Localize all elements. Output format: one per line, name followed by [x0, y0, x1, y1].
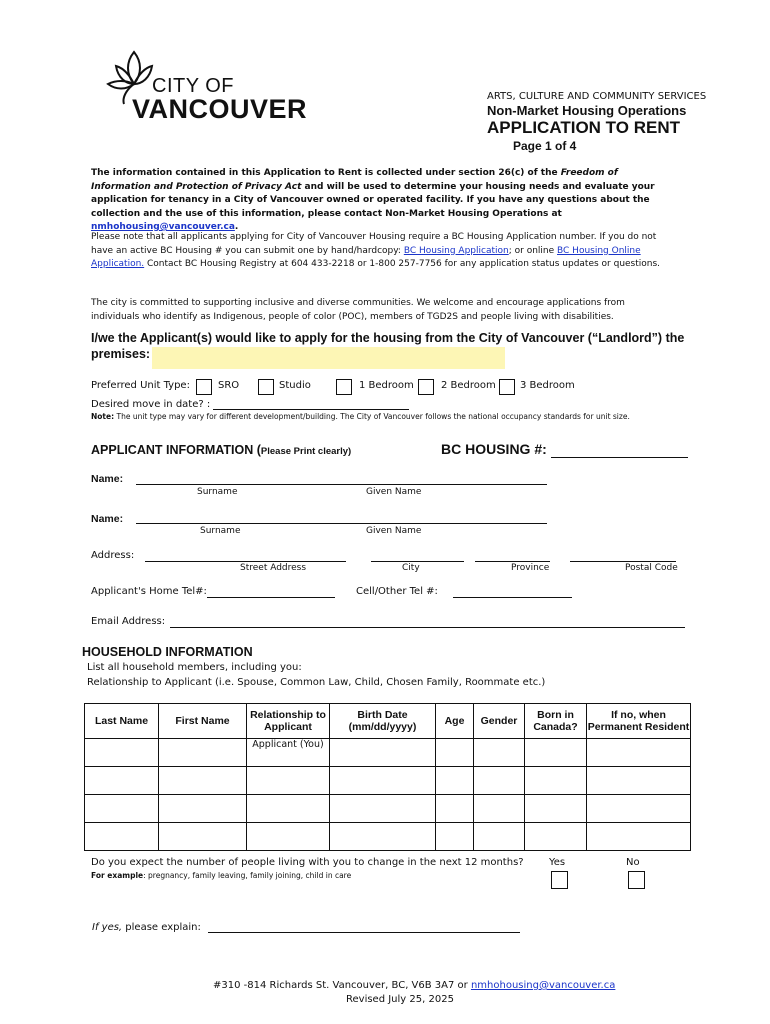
col-last-name: Last Name [85, 704, 159, 739]
page-number: Page 1 of 4 [513, 139, 577, 153]
unit-1br-label: 1 Bedroom [359, 380, 414, 391]
division: Non-Market Housing Operations [487, 103, 687, 118]
street-field[interactable] [145, 561, 346, 562]
privacy-paragraph: The information contained in this Application to Rent is collected under section 26(c) of the Freedom of Information and Protection of Privacy Act and will be used to determine your housing needs and evaluate your application for tenancy in a City of Vancouver owned or operated facility. If you have any questions about the collection and the use of this information, please contact Non-Market Housing Operations at nmhohousing@vancouver.ca. [91, 168, 655, 232]
cell[interactable] [85, 767, 159, 795]
name1-given: Given Name [366, 487, 422, 497]
no-checkbox[interactable] [628, 871, 645, 889]
bc-housing-label: BC HOUSING #: [441, 441, 547, 457]
postal-caption: Postal Code [625, 563, 678, 573]
name1-label: Name: [91, 473, 124, 485]
col-age: Age [436, 704, 474, 739]
name1-surname: Surname [197, 487, 238, 497]
cell[interactable] [247, 823, 330, 851]
cell[interactable] [587, 767, 691, 795]
footer-revised: Revised July 25, 2025 [346, 994, 454, 1005]
applicant-heading: APPLICANT INFORMATION (Please Print clearly) [91, 443, 352, 457]
yes-checkbox[interactable] [551, 871, 568, 889]
cell[interactable] [436, 739, 474, 767]
cell[interactable] [330, 739, 436, 767]
three-bedroom-checkbox[interactable] [499, 379, 515, 395]
street-caption: Street Address [240, 563, 307, 573]
cell-tel-field[interactable] [453, 597, 572, 598]
unit-studio-label: Studio [279, 380, 311, 391]
form-title: APPLICATION TO RENT [487, 118, 680, 137]
name2-field[interactable] [136, 523, 547, 524]
move-in-label: Desired move in date? : [91, 399, 211, 410]
cell[interactable] [587, 795, 691, 823]
col-born-in-canada: Born in Canada? [525, 704, 587, 739]
cell[interactable] [330, 767, 436, 795]
change-example: For example: pregnancy, family leaving, family joining, child in care [91, 871, 352, 880]
cell[interactable] [525, 823, 587, 851]
cell[interactable] [474, 767, 525, 795]
name1-field[interactable] [136, 484, 547, 485]
name2-surname: Surname [200, 526, 241, 536]
col-first-name: First Name [159, 704, 247, 739]
bc-housing-number-field[interactable] [551, 457, 688, 458]
col-birth-date: Birth Date (mm/dd/yyyy) [330, 704, 436, 739]
premises-field[interactable] [152, 347, 505, 369]
cell[interactable] [436, 795, 474, 823]
move-in-field[interactable] [213, 409, 409, 410]
table-row [85, 823, 691, 851]
yes-label: Yes [549, 857, 566, 868]
cell[interactable] [474, 739, 525, 767]
explain-label: If yes, please explain: [92, 922, 201, 933]
cell[interactable] [159, 767, 247, 795]
apply-statement: I/we the Applicant(s) would like to apply for the housing from the City of Vancouver (“Landlord”) the [91, 331, 685, 345]
household-table [84, 703, 691, 851]
postal-field[interactable] [570, 561, 676, 562]
cell[interactable] [247, 767, 330, 795]
col-permanent-resident: If no, when Permanent Resident [587, 704, 691, 739]
no-label: No [626, 857, 640, 868]
cell[interactable] [587, 739, 691, 767]
col-gender: Gender [474, 704, 525, 739]
table-row [85, 767, 691, 795]
premises-label: premises: [91, 347, 151, 361]
cell[interactable] [525, 739, 587, 767]
table-row [85, 795, 691, 823]
cell[interactable] [247, 795, 330, 823]
cell[interactable] [330, 823, 436, 851]
email-field[interactable] [170, 627, 685, 628]
col-relationship: Relationship to Applicant [247, 704, 330, 739]
cell[interactable] [525, 795, 587, 823]
city-field[interactable] [371, 561, 464, 562]
cell[interactable] [474, 795, 525, 823]
name2-label: Name: [91, 513, 124, 525]
home-tel-field[interactable] [207, 597, 335, 598]
household-line2: Relationship to Applicant (i.e. Spouse, Common Law, Child, Chosen Family, Roommate etc.) [87, 677, 546, 688]
footer-address: #310 -814 Richards St. Vancouver, BC, V6B 3A7 or nmhohousing@vancouver.ca [213, 980, 616, 991]
two-bedroom-checkbox[interactable] [418, 379, 434, 395]
bc-housing-application-link[interactable]: BC Housing Application [403, 245, 509, 256]
unit-2br-label: 2 Bedroom [441, 380, 496, 391]
change-question: Do you expect the number of people living with you to change in the next 12 months? [91, 857, 524, 868]
cell[interactable] [159, 795, 247, 823]
table-row [85, 739, 691, 767]
city-caption: City [402, 563, 420, 573]
email-link[interactable]: nmhohousing@vancouver.ca [91, 222, 235, 232]
household-line1: List all household members, including you: [87, 662, 302, 673]
cell[interactable] [159, 739, 247, 767]
studio-checkbox[interactable] [258, 379, 274, 395]
bc-housing-online-link[interactable]: BC Housing Online Application. [91, 245, 641, 269]
sro-checkbox[interactable] [196, 379, 212, 395]
home-tel-label: Applicant's Home Tel#: [91, 586, 207, 597]
email-label: Email Address: [91, 616, 166, 627]
unit-sro-label: SRO [218, 380, 240, 391]
logo-line1: CITY OF [152, 75, 235, 97]
cell[interactable] [159, 823, 247, 851]
unit-type-label: Preferred Unit Type: [91, 380, 190, 391]
household-heading: HOUSEHOLD INFORMATION [82, 645, 253, 659]
province-caption: Province [511, 563, 550, 573]
unit-note: Note: The unit type may vary for different development/building. The City of Vancouver follows the national occupancy standards for unit size. [91, 412, 630, 421]
province-field[interactable] [475, 561, 550, 562]
footer-email-link[interactable]: nmhohousing@vancouver.ca [470, 980, 616, 991]
inclusion-paragraph: The city is committed to supporting inclusive and diverse communities. We welcome and encourage applications from individuals who identify as Indigenous, people of color (POC), members of TGD2S and people living with disabilities. [91, 298, 625, 322]
cell[interactable] [436, 823, 474, 851]
cell[interactable] [85, 739, 159, 767]
cell[interactable] [436, 767, 474, 795]
department: ARTS, CULTURE AND COMMUNITY SERVICES [487, 91, 707, 102]
name2-given: Given Name [366, 526, 422, 536]
cell[interactable] [85, 795, 159, 823]
cell[interactable] [330, 795, 436, 823]
cell[interactable] [587, 823, 691, 851]
cell-tel-label: Cell/Other Tel #: [356, 586, 438, 597]
cell[interactable] [85, 823, 159, 851]
relationship-applicant-cell: Applicant (You) [247, 739, 330, 767]
unit-3br-label: 3 Bedroom [520, 380, 575, 391]
address-label: Address: [91, 550, 135, 561]
cell[interactable] [525, 767, 587, 795]
bc-housing-paragraph: Please note that all applicants applying for City of Vancouver Housing require a BC Housing Application number. If you do not have an active BC Housing # you can submit one by hand/hardcopy: BC Housing Application; or online BC Housing Online Application. Contact BC Housing Registry at 604 433-2218 or 1-800 257-7756 for any application status updates or questions. [91, 232, 661, 269]
one-bedroom-checkbox[interactable] [336, 379, 352, 395]
logo-line2: VANCOUVER [132, 94, 308, 124]
explain-field[interactable] [208, 932, 520, 933]
cell[interactable] [474, 823, 525, 851]
